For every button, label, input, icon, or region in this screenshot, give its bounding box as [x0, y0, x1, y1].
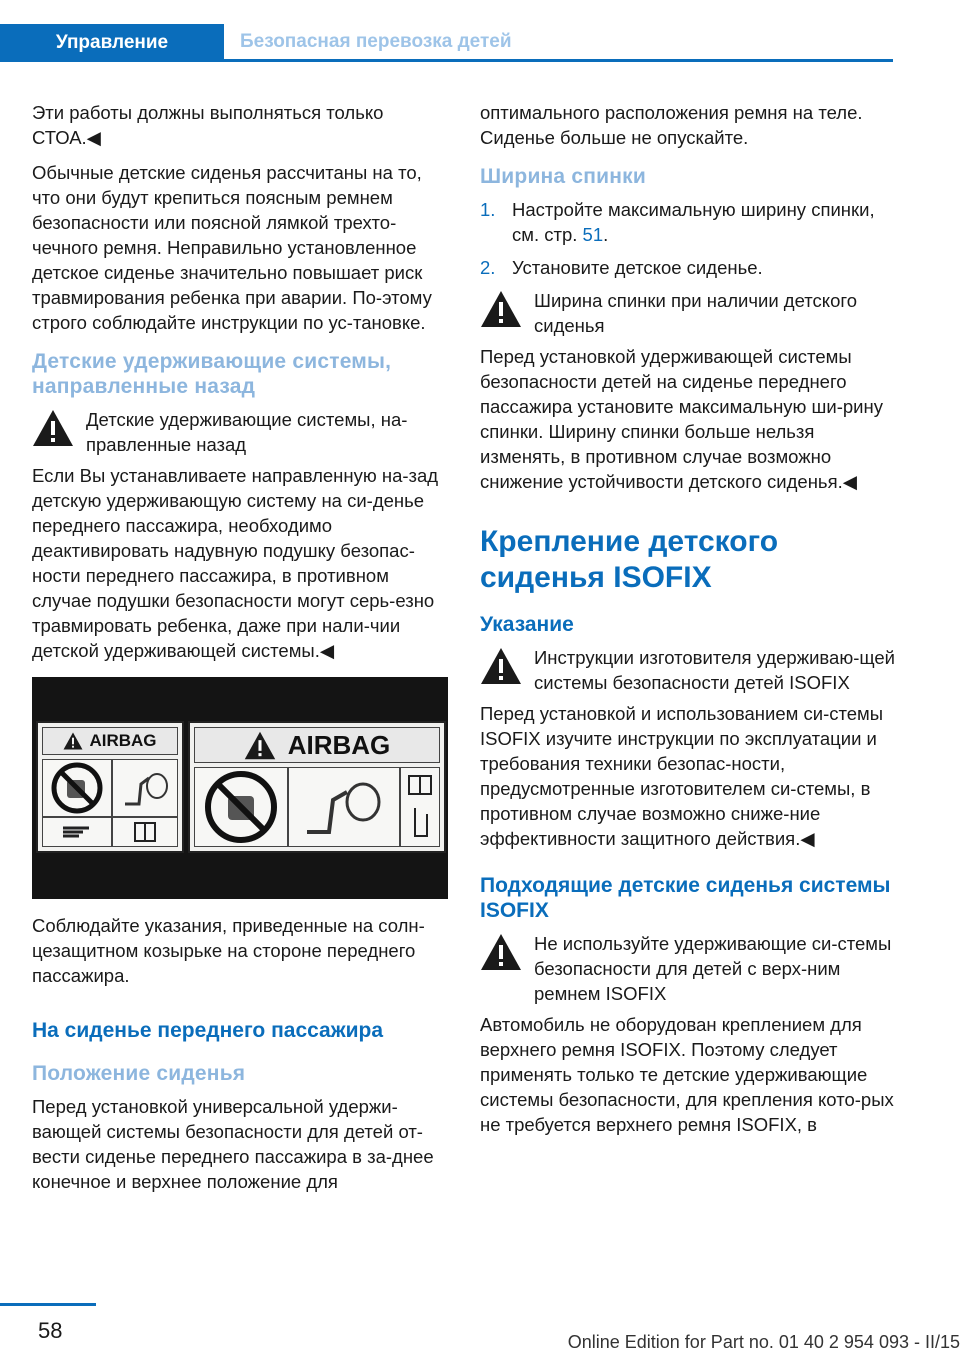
footer-rule [0, 1303, 96, 1306]
warning-triangle-icon [480, 933, 522, 971]
airbag-word: AIRBAG [287, 729, 391, 760]
prohibition-cell [194, 767, 288, 847]
manual-cell [400, 767, 440, 847]
paragraph: оптимального расположения ремня на теле. Сиденье больше не опускайте. [480, 102, 863, 148]
step-text: Настройте максимальную ширину спинки, см. стр. [512, 199, 875, 245]
no-child-seat-icon [195, 768, 287, 846]
airbag-label-small [36, 721, 184, 853]
page-header [0, 24, 893, 62]
paragraph: Перед установкой универсальной удержи-вающей системы безопасности для детей от-вести сиденье переднего пассажира в за-днее конечное и верхнее положение для [32, 1096, 434, 1192]
section-tab[interactable]: Безопасная перевозка детей [240, 31, 512, 52]
steps-list [480, 197, 898, 280]
airbag-label-photo [32, 677, 448, 899]
heading-isofix: Крепление детского сиденья ISOFIX [480, 525, 779, 594]
step-text: Установите детское сиденье. [512, 257, 763, 278]
right-column [480, 100, 898, 1147]
paragraph: Перед установкой и использованием си-стемы ISOFIX изучите инструкции по эксплуатации и требования техники безопас-ности, предусмотренные изготовителем си-стемы, в противном случае возможно сниже-ние эффективности защитного действия.◀ [480, 703, 884, 849]
chapter-tab[interactable]: Управление [0, 24, 224, 62]
pointing-hand-icon [43, 818, 111, 846]
edition-note: Online Edition for Part no. 01 40 2 954 093 - II/15 [567, 1332, 960, 1352]
page-number: 58 [38, 1318, 63, 1343]
warning-text: Детские удерживающие системы, на-правленные назад [86, 409, 408, 455]
airbag-word: AIRBAG [89, 731, 157, 750]
step-number: 1. [480, 199, 496, 220]
prohibition-cell [42, 759, 112, 817]
warning-block [480, 645, 898, 695]
warning-triangle-icon [480, 647, 522, 685]
warning-text: Ширина спинки при наличии детского сиденья [534, 290, 858, 336]
list-item [480, 255, 898, 280]
airbag-deploy-icon [113, 760, 177, 816]
airbag-deploy-icon [289, 768, 399, 846]
warning-triangle-icon [32, 409, 74, 447]
airbag-label-large [188, 721, 446, 853]
airbag-deploy-cell [288, 767, 400, 847]
manual-cell [112, 817, 178, 847]
paragraph: Если Вы устанавливаете направленную на-зад детскую удерживающую систему на си-денье переднего пассажира, необходимо деактивировать надувную подушку безопас-ности переднего пассажира, в противном случае подушки безопасности могут серь-езно травмировать ребенка, даже при нали-чии детской удерживающей системы.◀ [32, 465, 439, 661]
paragraph: Перед установкой удерживающей системы безопасности детей на сиденье переднего пассажира установите максимальную ши-рину спинки. Ширину спинки больше нельзя изменять, в противном случае возможно снижение устойчивости детского сиденья.◀ [480, 346, 883, 492]
warning-triangle-icon [63, 732, 83, 750]
paragraph: Автомобиль не оборудован креплением для верхнего ремня ISOFIX. Поэтому следует применять только те детские удерживающие системы безопасности, для крепления кото-рых не требуется верхнего ремня ISOFIX, в [480, 1014, 894, 1135]
step-tail: . [603, 224, 609, 245]
manual-book-icon [113, 818, 177, 846]
paragraph: Обычные детские сиденья рассчитаны на то, что они будут крепиться поясным ремнем безопасности или поясной лямкой трехто-чечного ремня. Неправильно установленное детское сиденье значительно повышает риск травмирования ребенка при аварии. По-этому строго соблюдайте инструкции по ус-тановке. [32, 162, 432, 333]
airbag-deploy-cell [112, 759, 178, 817]
left-column [32, 100, 450, 1204]
heading-seat-position: Положение сиденья [32, 1062, 246, 1085]
page-link[interactable]: 51 [582, 224, 604, 245]
heading-front-seat: На сиденье переднего пассажира [32, 1019, 384, 1042]
heading-suitable-seats: Подходящие детские сиденья системы ISOFIX [480, 874, 891, 922]
heading-note: Указание [480, 613, 574, 636]
list-item [480, 197, 898, 247]
pointer-cell [42, 817, 112, 847]
warning-text: Не используйте удерживающие си-стемы безопасности для детей с верх-ним ремнем ISOFIX [534, 933, 892, 1004]
paragraph: Соблюдайте указания, приведенные на солн-цезащитном козырьке на стороне переднего пассажира. [32, 915, 425, 986]
step-number: 2. [480, 257, 496, 278]
header-rule [224, 59, 893, 62]
warning-block [480, 931, 898, 1006]
manual-book-icon [401, 768, 439, 846]
heading-backrest-width: Ширина спинки [480, 165, 646, 188]
warning-text: Инструкции изготовителя удерживаю-щей системы безопасности детей ISOFIX [534, 647, 896, 693]
warning-block [32, 407, 450, 457]
warning-triangle-icon [244, 731, 276, 760]
no-child-seat-icon [43, 760, 111, 816]
warning-block [480, 288, 898, 338]
paragraph: Эти работы должны выполняться только СТОА.◀ [32, 102, 384, 148]
warning-triangle-icon [480, 290, 522, 328]
heading-rear-facing: Детские удерживающие системы, направленные назад [32, 350, 392, 398]
